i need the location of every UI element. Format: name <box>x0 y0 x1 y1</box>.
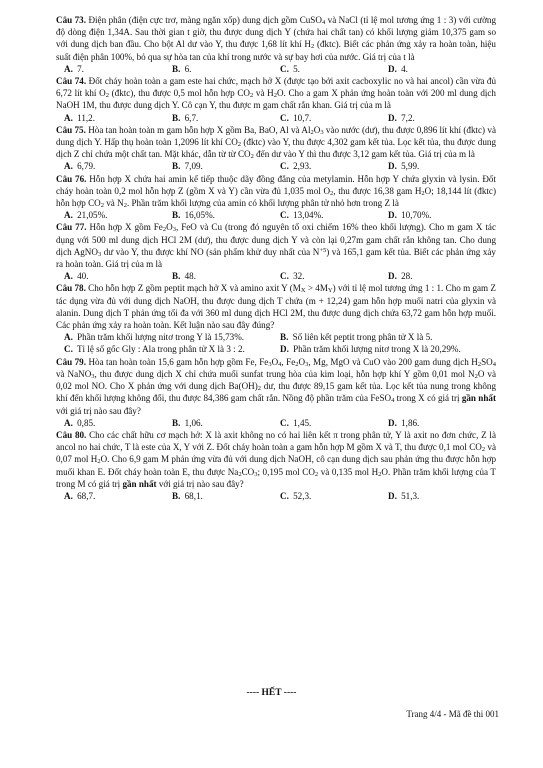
answer-option <box>64 343 280 355</box>
option-letter: C. <box>280 490 289 501</box>
end-marker: ---- HẾT ---- <box>246 688 297 698</box>
answer-option <box>388 490 496 502</box>
question-body: Điện phân (điện cực trơ, màng ngăn xốp) dung dịch gồm CuSO$_4$ và NaCl (tỉ lệ mol tương ứng 1 : 3) với cường độ dòng điện 1,34A. Sau thời gian t giờ, thu được dung dịch Y (chứa hai chất tan) có khối lượng giảm 10,375 gam so với dung dịch ban đầu. Cho bột Al dư vào Y, thu được 1,68 lít khí $H_2$ (đktc). Biết các phản ứng xảy ra hoàn toàn, hiệu suất điện phân 100%, bỏ qua sự hòa tan của khí trong nước và sự bay hơi của nước. Giá trị của t là <box>56 15 496 62</box>
answer-option <box>172 63 280 75</box>
option-letter: D. <box>388 63 397 74</box>
question-block <box>56 282 496 355</box>
answer-option <box>280 490 388 502</box>
answer-option <box>280 331 496 343</box>
option-text: 10,7. <box>290 112 312 123</box>
question-body: Đốt cháy hoàn toàn a gam este hai chức, mạch hở X (được tạo bởi axit cacboxylic no và hai ancol) cần vừa đủ 6,72 lít khí $O_2$ (đktc), thu được 0,5 mol hỗn hợp $CO_2$ và $H_2O$. Cho a gam X phản ứng hoàn toàn với 200 ml dung dịch NaOH 1M, thu được dung dịch Y. Cô cạn Y, thu được m gam chất rắn khan. Giá trị của m là <box>56 76 496 111</box>
answer-options <box>64 160 496 172</box>
answer-options <box>64 63 496 75</box>
option-text: 28. <box>398 271 413 282</box>
option-text: 11,2. <box>74 112 95 123</box>
option-letter: C. <box>280 161 289 172</box>
option-text: 1,45. <box>290 417 312 428</box>
answer-options <box>64 209 496 221</box>
option-text: 51,3. <box>398 490 420 501</box>
answer-option <box>280 63 388 75</box>
option-text: 6,79. <box>74 161 96 172</box>
question-number: Câu 79. <box>56 356 89 367</box>
option-letter: B. <box>172 417 181 428</box>
option-letter: D. <box>388 210 397 221</box>
answer-option <box>388 209 496 221</box>
option-text: 21,05%. <box>74 210 108 221</box>
option-letter: C. <box>280 112 289 123</box>
option-letter: A. <box>64 417 73 428</box>
answer-option <box>64 112 172 124</box>
answer-option <box>172 112 280 124</box>
answer-option <box>280 160 388 172</box>
option-letter: B. <box>172 271 181 282</box>
option-letter: A. <box>64 271 73 282</box>
question-body: Hỗn hợp X chứa hai amin kế tiếp thuộc dãy đồng đẳng của metylamin. Hỗn hợp Y chứa glyxin và lysin. Đốt cháy hoàn toàn 0,2 mol hỗn hợp Z (gồm X và Y) cần vừa đủ 1,035 mol $O_2$, thu được 16,38 gam $H_2O$; 18,144 lít (đktc) hỗn hợp $CO_2$ và $N_2$. Phần trăm khối lượng của amin có khối lượng phân tử nhỏ hơn trong Z là <box>56 173 496 210</box>
option-letter: B. <box>172 161 181 172</box>
option-text: 6,7. <box>182 112 199 123</box>
question-number: Câu 80. <box>56 429 90 440</box>
answer-option <box>280 209 388 221</box>
answer-option <box>280 343 496 355</box>
question-text <box>56 429 496 490</box>
option-letter: B. <box>280 332 289 343</box>
question-text <box>56 14 496 63</box>
option-letter: C. <box>64 344 73 355</box>
option-text: 40. <box>74 271 89 282</box>
option-text: 68,7. <box>74 490 96 501</box>
exam-page <box>56 14 496 502</box>
option-letter: D. <box>388 490 397 501</box>
option-letter: D. <box>388 112 397 123</box>
option-text: Số liên kết peptit trong phân tử X là 5. <box>290 332 433 343</box>
question-block <box>56 173 496 222</box>
option-letter: D. <box>388 271 397 282</box>
option-text: 32. <box>290 271 305 282</box>
answer-option <box>64 270 172 282</box>
question-block <box>56 124 496 173</box>
question-block <box>56 75 496 124</box>
question-body: Cho hỗn hợp Z gồm peptit mạch hở X và amino axit Y $(M_X > 4M_Y)$ với tỉ lệ mol tương ứng 1 : 1. Cho m gam Z tác dụng vừa đủ với dung dịch NaOH, thu được dung dịch T chứa (m + 12,24) gam hỗn hợp muối natri của glyxin và alanin. Dung dịch T phản ứng tối đa với 360 ml dung dịch HCl 2M, thu được dung dịch chứa 63,72 gam hỗn hợp muối. Các phản ứng xảy ra hoàn toàn. Kết luận nào sau đây đúng? <box>56 283 496 331</box>
question-block <box>56 221 496 282</box>
answer-option <box>172 417 280 429</box>
answer-options <box>64 270 496 282</box>
answer-option <box>64 417 172 429</box>
question-block <box>56 356 496 429</box>
question-text <box>56 75 496 112</box>
option-text: 7,09. <box>182 161 203 172</box>
option-text: 1,86. <box>398 417 420 428</box>
option-text: 48. <box>182 271 196 282</box>
option-text: 10,70%. <box>398 210 432 221</box>
option-letter: B. <box>172 63 181 74</box>
question-body: Hòa tan hoàn toàn 15,6 gam hỗn hợp gồm Fe, $Fe_3O_4$, $Fe_2O_3$, Mg, MgO và CuO vào 200 gam dung dịch $H_2SO_4$ và NaNO$_3$, thu được dung dịch X chỉ chứa muối sunfat trung hòa của kim loại, hỗn hợp khí Y gồm 0,01 mol $N_2O$ và 0,02 mol NO. Cho X phản ứng với dung dịch $Ba(OH)_2$ dư, thu được 89,15 gam kết tủa. Lọc kết tủa nung trong không khí đến khối lượng không đổi, thu được 84,386 gam chất rắn. Nồng độ phần trăm của FeSO$_4$ trong X có giá trị gần nhất với giá trị nào sau đây? <box>56 356 496 416</box>
answer-option <box>64 331 280 343</box>
option-text: 6. <box>182 63 192 74</box>
answer-options <box>64 112 496 124</box>
answer-option <box>388 417 496 429</box>
option-letter: C. <box>280 210 289 221</box>
question-block <box>56 14 496 75</box>
option-letter: A. <box>64 490 73 501</box>
option-text: 2,93. <box>290 161 312 172</box>
option-letter: D. <box>388 417 397 428</box>
question-text <box>56 282 496 331</box>
answer-options <box>64 417 496 429</box>
option-text: 5,99. <box>398 161 420 172</box>
answer-options <box>64 331 496 355</box>
option-letter: A. <box>64 161 73 172</box>
option-letter: B. <box>172 112 181 123</box>
answer-option <box>172 160 280 172</box>
answer-option <box>64 209 172 221</box>
option-text: Tỉ lệ số gốc Gly : Ala trong phân tử X là 3 : 2. <box>74 344 245 355</box>
answer-option <box>388 112 496 124</box>
option-text: 13,04%. <box>290 210 324 221</box>
option-text: 68,1. <box>182 490 203 501</box>
option-letter: A. <box>64 210 73 221</box>
answer-option <box>172 209 280 221</box>
answer-option <box>64 63 172 75</box>
answer-option <box>172 490 280 502</box>
question-text <box>56 356 496 417</box>
answer-option <box>280 112 388 124</box>
option-letter: C. <box>280 63 289 74</box>
option-text: 7,2. <box>398 112 415 123</box>
answer-options <box>64 490 496 502</box>
option-letter: B. <box>172 210 181 221</box>
option-text: 5. <box>290 63 300 74</box>
question-number: Câu 75. <box>56 124 89 135</box>
option-text: Phần trăm khối lượng nitơ trong X là 20,29%. <box>290 344 461 355</box>
question-text <box>56 173 496 210</box>
option-letter: C. <box>280 417 289 428</box>
question-number: Câu 74. <box>56 76 89 87</box>
option-letter: A. <box>64 332 73 343</box>
answer-option <box>388 160 496 172</box>
option-letter: D. <box>388 161 397 172</box>
question-text <box>56 124 496 161</box>
question-block <box>56 429 496 502</box>
option-text: 1,06. <box>182 417 203 428</box>
option-letter: D. <box>280 344 289 355</box>
option-letter: A. <box>64 63 73 74</box>
answer-option <box>388 270 496 282</box>
question-body: Cho các chất hữu cơ mạch hở: X là axit không no có hai liên kết π trong phân tử, Y là axit no đơn chức, Z là ancol no hai chức, T là este của X, Y với Z. Đốt cháy hoàn toàn a gam hỗn hợp M gồm X và T, thu được 0,1 mol $CO_2$ và 0,07 mol $H_2O$. Cho 6,9 gam M phản ứng vừa đủ với dung dịch NaOH, cô cạn dung dịch sau phản ứng thu được hỗn hợp muối khan E. Đốt cháy hoàn toàn E, thu được $Na_2CO_3$; 0,195 mol $CO_2$ và 0,135 mol $H_2O$. Phần trăm khối lượng của T trong M có giá trị gần nhất với giá trị nào sau đây? <box>56 429 496 489</box>
option-text: 0,85. <box>74 417 96 428</box>
option-text: 16,05%. <box>182 210 215 221</box>
question-number: Câu 73. <box>56 15 89 25</box>
question-text <box>56 221 496 270</box>
question-body: Hòa tan hoàn toàn m gam hỗn hợp X gồm Ba, BaO, Al và $Al_2O_3$ vào nước (dư), thu được 0,896 lít khí (đktc) và dung dịch Y. Hấp thụ hoàn toàn 1,2096 lít khí $CO_2$ (đktc) vào Y, thu được 4,302 gam kết tủa. Lọc kết tủa, thu được dung dịch Z chỉ chứa một chất tan. Mặt khác, dẫn từ từ $CO_2$ đến dư vào Y thì thu được 3,12 gam kết tủa. Giá trị của m là <box>56 124 496 161</box>
option-letter: B. <box>172 490 181 501</box>
question-number: Câu 78. <box>56 283 89 294</box>
answer-option <box>64 160 172 172</box>
answer-option <box>64 490 172 502</box>
question-body: Hỗn hợp X gồm $Fe_2O_3$, FeO và Cu (trong đó nguyên tố oxi chiếm 16% theo khối lượng). Cho m gam X tác dụng với 500 ml dung dịch HCl 2M (dư), thu được dung dịch Y và còn lại 0,27m gam chất rắn không tan. Cho dung dịch AgNO$_3$ dư vào Y, thu được khí NO (sản phẩm khử duy nhất của $N^{+5}$) và 165,1 gam kết tủa. Biết các phản ứng xảy ra hoàn toàn. Giá trị của m là <box>56 222 496 270</box>
answer-option <box>280 270 388 282</box>
option-text: 7. <box>74 63 84 74</box>
option-letter: A. <box>64 112 73 123</box>
answer-option <box>280 417 388 429</box>
option-letter: C. <box>280 271 289 282</box>
question-number: Câu 77. <box>56 222 90 233</box>
question-number: Câu 76. <box>56 173 90 184</box>
page-footer: Trang 4/4 - Mã đề thi 001 <box>406 709 499 719</box>
answer-option <box>388 63 496 75</box>
option-text: 52,3. <box>290 490 312 501</box>
option-text: Phần trăm khối lượng nitơ trong Y là 15,73%. <box>74 332 245 343</box>
option-text: 4. <box>398 63 408 74</box>
answer-option <box>172 270 280 282</box>
